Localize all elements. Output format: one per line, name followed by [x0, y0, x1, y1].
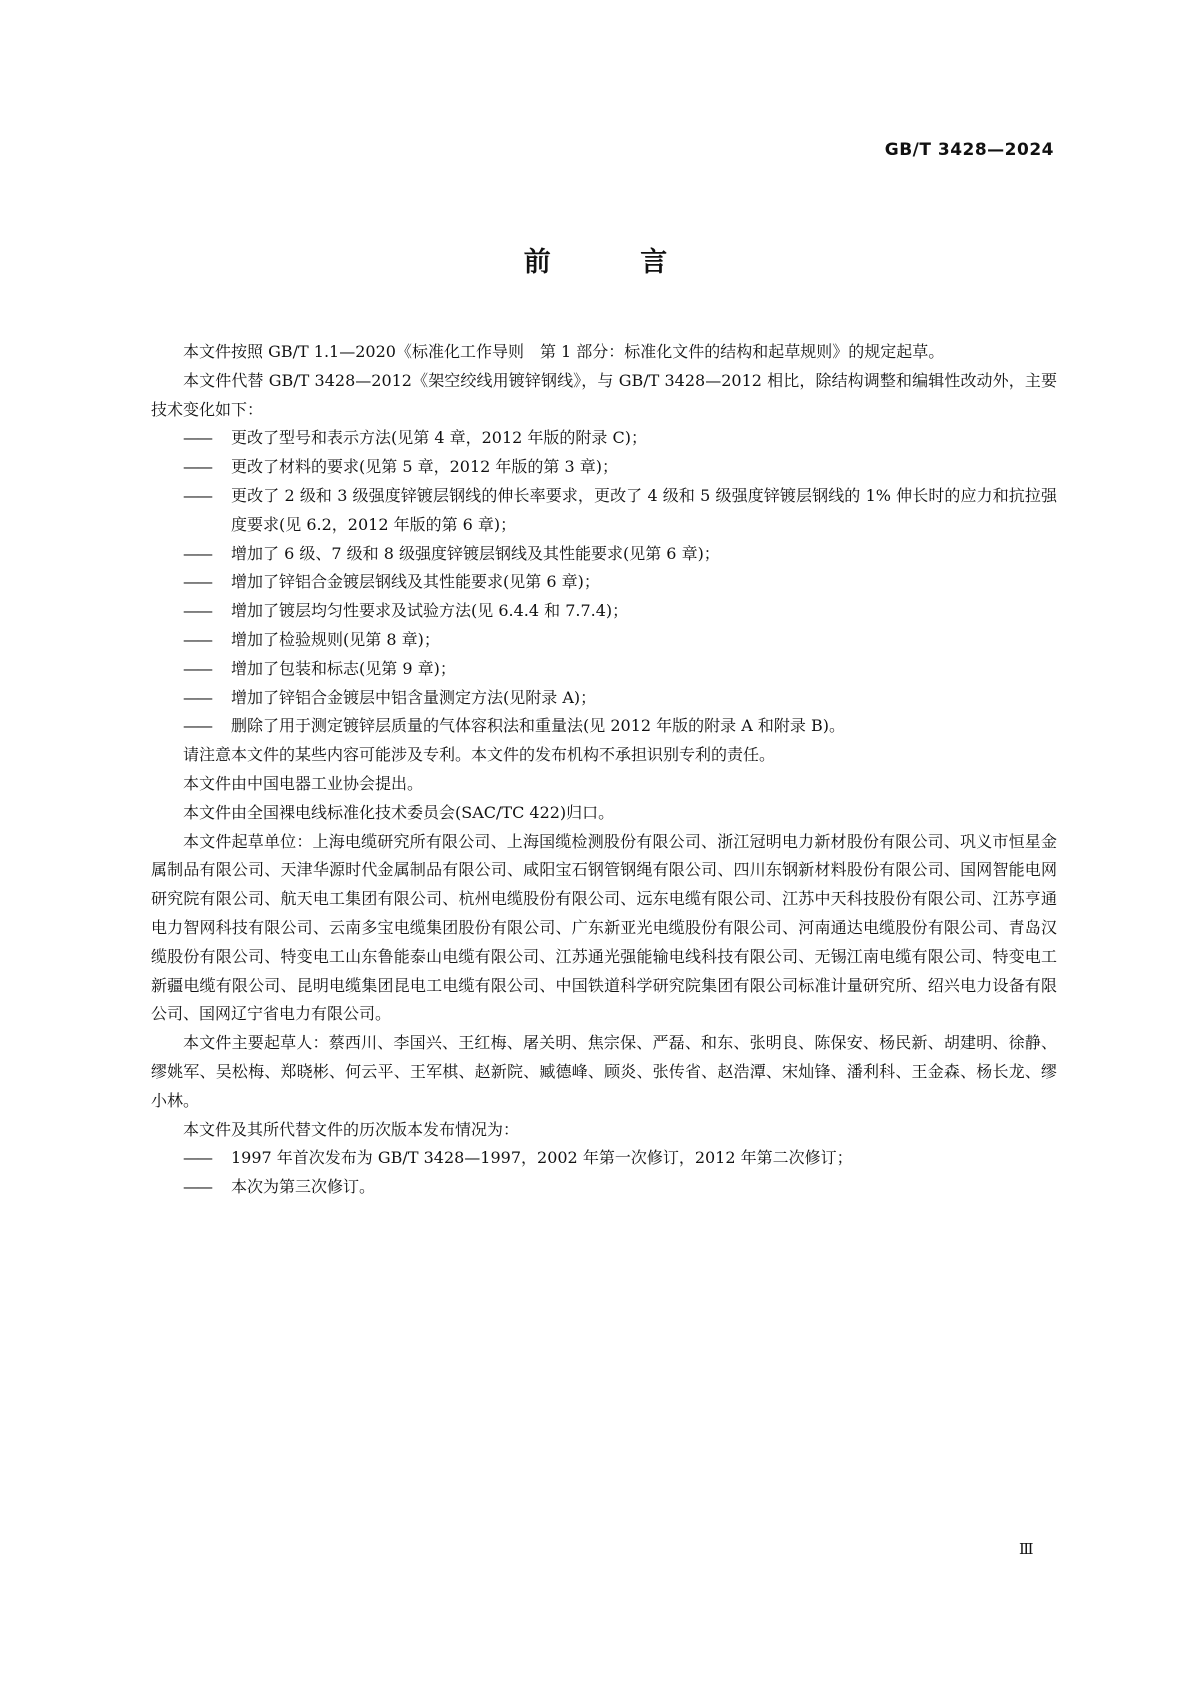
paragraph-drafters: 本文件主要起草人：蔡西川、李国兴、王红梅、屠关明、焦宗保、严磊、和东、张明良、陈保安、杨民新、胡建明、徐静、缪姚军、吴松梅、郑晓彬、何云平、王军棋、赵新院、臧德峰、顾炎、张传省、赵浩潭、宋灿锋、潘利科、王金森、杨长龙、缪小林。	[151, 1033, 1057, 1110]
change-item: —— 增加了 6 级、7 级和 8 级强度锌镀层钢线及其性能要求(见第 6 章)；	[151, 540, 1057, 569]
change-item: —— 更改了型号和表示方法(见第 4 章，2012 年版的附录 C)；	[151, 424, 1057, 453]
page-title: 前 言	[523, 247, 708, 278]
standard-number: GB/T 3428—2024	[884, 140, 1054, 160]
paragraph-patent-notice: 请注意本文件的某些内容可能涉及专利。本文件的发布机构不承担识别专利的责任。	[183, 745, 776, 765]
paragraph-proposer: 本文件由中国电器工业协会提出。	[183, 773, 424, 793]
change-item: —— 更改了材料的要求(见第 5 章，2012 年版的第 3 章)；	[151, 453, 1057, 482]
history-item: —— 本次为第三次修订。	[151, 1173, 1057, 1202]
paragraph-history-intro: 本文件及其所代替文件的历次版本发布情况为：	[183, 1119, 520, 1139]
paragraph-drafting-basis: 本文件按照 GB/T 1.1—2020《标准化工作导则 第 1 部分：标准化文件的结构和起草规则》的规定起草。	[183, 342, 945, 361]
change-item: —— 删除了用于测定镀锌层质量的气体容积法和重量法(见 2012 年版的附录 A 和附录 B)。	[151, 712, 1057, 741]
paragraph-committee: 本文件由全国裸电线标准化技术委员会(SAC/TC 422)归口。	[183, 802, 615, 822]
change-item: —— 更改了 2 级和 3 级强度锌镀层钢线的伸长率要求，更改了 4 级和 5 级强度锌镀层钢线的 1% 伸长时的应力和抗拉强度要求(见 6.2，2012 年版的第 6 章)；	[151, 482, 1057, 540]
change-item: —— 增加了镀层均匀性要求及试验方法(见 6.4.4 和 7.7.4)；	[151, 597, 1057, 626]
change-item: —— 增加了检验规则(见第 8 章)；	[151, 626, 1057, 655]
document-body	[151, 338, 1057, 1202]
change-item: —— 增加了包装和标志(见第 9 章)；	[151, 655, 1057, 684]
history-item: —— 1997 年首次发布为 GB/T 3428—1997，2002 年第一次修订，2012 年第二次修订；	[151, 1144, 1057, 1173]
change-item: —— 增加了锌铝合金镀层中铝含量测定方法(见附录 A)；	[151, 684, 1057, 713]
paragraph-drafting-units: 本文件起草单位：上海电缆研究所有限公司、上海国缆检测股份有限公司、浙江冠明电力新材股份有限公司、巩义市恒星金属制品有限公司、天津华源时代金属制品有限公司、咸阳宝石钢管钢绳有限公司、四川东钢新材料股份有限公司、国网智能电网研究院有限公司、航天电工集团有限公司、杭州电缆股份有限公司、远东电缆有限公司、江苏中天科技股份有限公司、江苏亨通电力智网科技有限公司、云南多宝电缆集团股份有限公司、广东新亚光电缆股份有限公司、河南通达电缆股份有限公司、青岛汉缆股份有限公司、特变电工山东鲁能泰山电缆有限公司、江苏通光强能输电线科技有限公司、无锡江南电缆有限公司、特变电工新疆电缆有限公司、昆明电缆集团昆电工电缆有限公司、中国铁道科学研究院集团有限公司标准计量研究所、绍兴电力设备有限公司、国网辽宁省电力有限公司。	[151, 831, 1057, 1024]
page-number: Ⅲ	[1019, 1540, 1034, 1558]
change-item: —— 增加了锌铝合金镀层钢线及其性能要求(见第 6 章)；	[151, 568, 1057, 597]
paragraph-replacement: 本文件代替 GB/T 3428—2012《架空绞线用镀锌钢线》，与 GB/T 3428—2012 相比，除结构调整和编辑性改动外，主要技术变化如下：	[151, 370, 1057, 419]
